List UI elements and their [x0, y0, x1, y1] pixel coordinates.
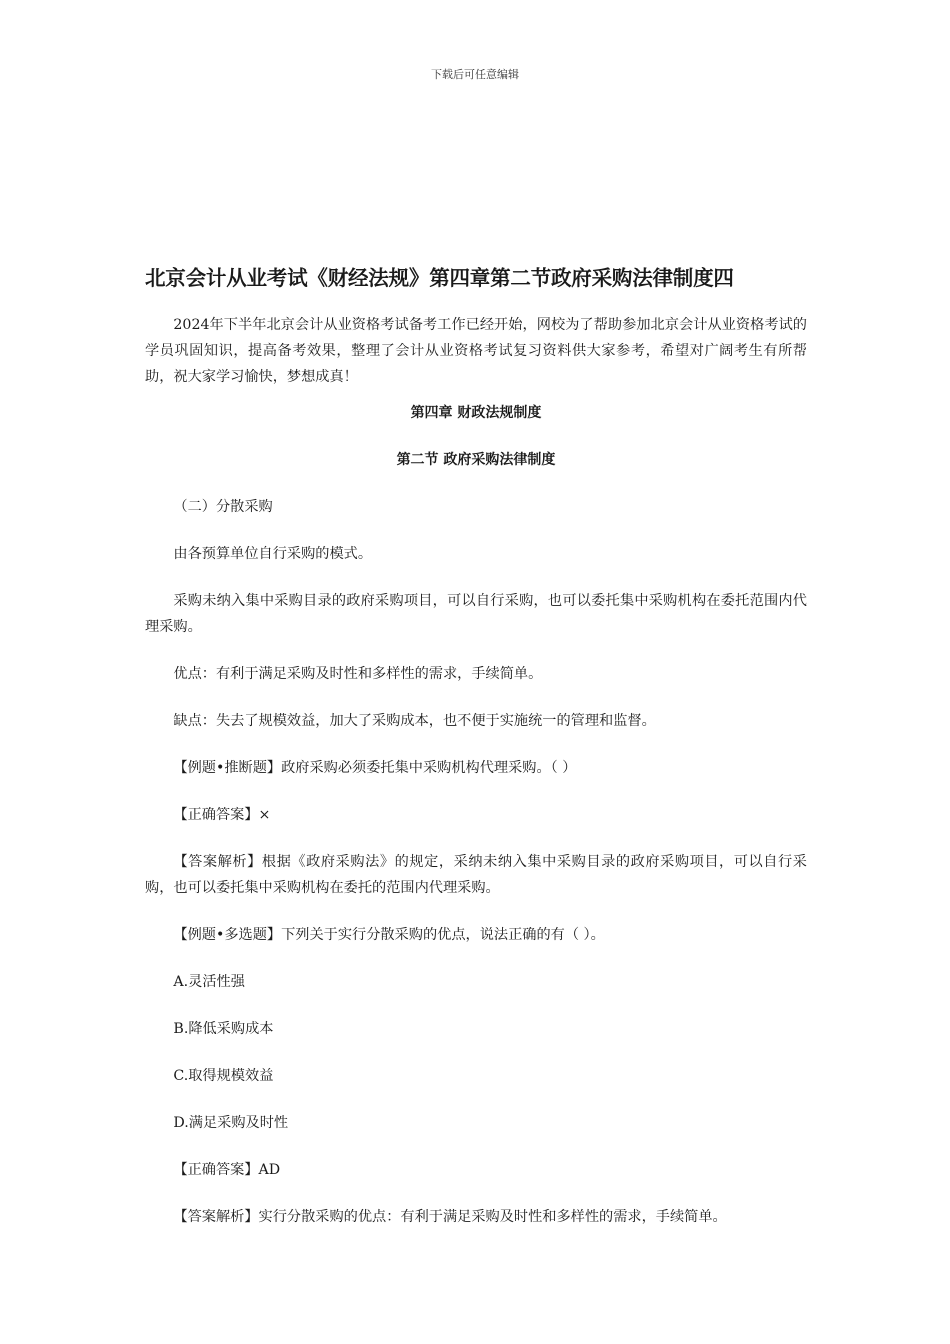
- option-b: B.降低采购成本: [173, 1021, 274, 1037]
- section-heading: 第二节 政府采购法律制度: [396, 452, 556, 468]
- correct-answer: 【正确答案】×: [173, 807, 271, 823]
- page-header-note: 下载后可任意编辑: [431, 68, 519, 81]
- document-title: 北京会计从业考试《财经法规》第四章第二节政府采购法律制度四: [145, 266, 734, 290]
- option-d: D.满足采购及时性: [173, 1115, 289, 1131]
- option-a: A.灵活性强: [173, 974, 245, 990]
- body-paragraph: 采购未纳入集中采购目录的政府采购项目，可以自行采购，也可以委托集中采购机构在委托范围内代理采购。: [145, 593, 807, 635]
- example-question: 【例题•多选题】下列关于实行分散采购的优点，说法正确的有（ ）。: [173, 927, 605, 943]
- answer-explanation: 【答案解析】实行分散采购的优点：有利于满足采购及时性和多样性的需求，手续简单。: [173, 1209, 727, 1225]
- answer-explanation: 【答案解析】根据《政府采购法》的规定，采纳未纳入集中采购目录的政府采购项目，可以自行采购，也可以委托集中采购机构在委托的范围内代理采购。: [145, 854, 807, 896]
- advantages-paragraph: 优点：有利于满足采购及时性和多样性的需求，手续简单。: [173, 666, 543, 682]
- intro-paragraph: 2024年下半年北京会计从业资格考试备考工作已经开始，网校为了帮助参加北京会计从业资格考试的学员巩固知识，提高备考效果，整理了会计从业资格考试复习资料供大家参考，希望对广阔考生有所帮助，祝大家学习愉快，梦想成真！: [145, 317, 807, 385]
- disadvantages-paragraph: 缺点：失去了规模效益，加大了采购成本，也不便于实施统一的管理和监督。: [173, 713, 656, 729]
- correct-answer: 【正确答案】AD: [173, 1162, 281, 1178]
- option-c: C.取得规模效益: [173, 1068, 274, 1084]
- definition-paragraph: 由各预算单位自行采购的模式。: [173, 546, 373, 562]
- document-body: [145, 262, 807, 1251]
- subsection-heading: （二）分散采购: [173, 499, 273, 515]
- example-question: 【例题•推断题】政府采购必须委托集中采购机构代理采购。（ ）: [173, 760, 577, 776]
- chapter-heading: 第四章 财政法规制度: [410, 405, 542, 421]
